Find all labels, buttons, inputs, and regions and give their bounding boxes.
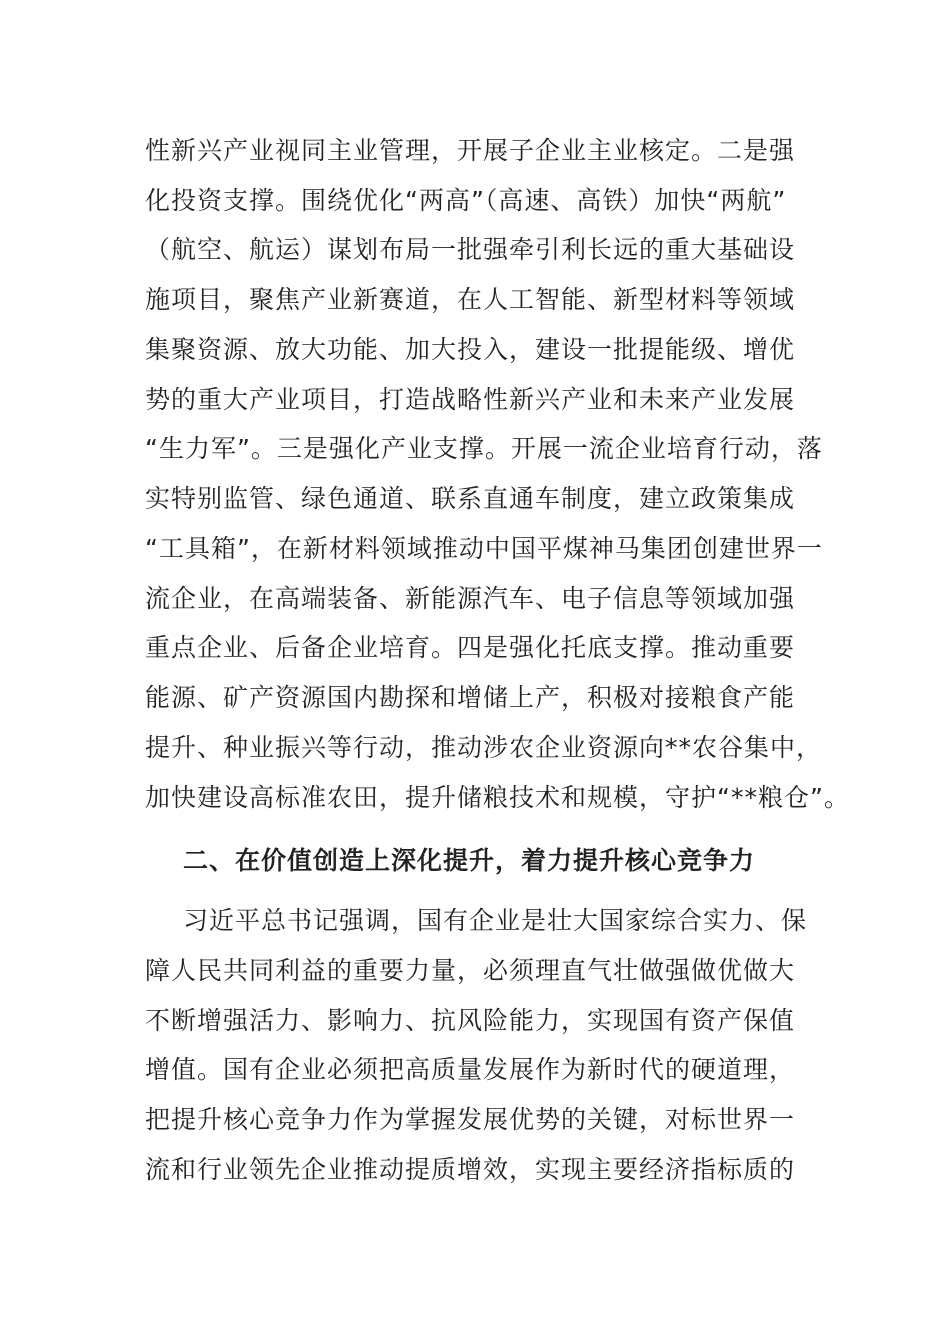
paragraph-line: 性新兴产业视同主业管理，开展子企业主业核定。二是强 [145,136,796,165]
paragraph-line: 增值。国有企业必须把高质量发展作为新时代的硬道理， [145,1055,796,1084]
paragraph-line: 集聚资源、放大功能、加大投入，建设一批提能级、增优 [145,335,796,364]
paragraph-line: 习近平总书记强调，国有企业是壮大国家综合实力、保 [183,906,808,935]
paragraph-line: “工具箱”，在新材料领域推动中国平煤神马集团创建世界一 [145,534,823,563]
paragraph-line: 加快建设高标准农田，提升储粮技术和规模，守护“**粮仓”。 [145,783,850,812]
paragraph-line: 流和行业领先企业推动提质增效，实现主要经济指标质的 [145,1155,796,1184]
paragraph-line: 障人民共同利益的重要力量，必须理直气壮做强做优做大 [145,956,796,985]
paragraph-line: 实特别监管、绿色通道、联系直通车制度，建立政策集成 [145,484,796,513]
paragraph-line: 重点企业、后备企业培育。四是强化托底支撑。推动重要 [145,633,796,662]
paragraph-line: 不断增强活力、影响力、抗风险能力，实现国有资产保值 [145,1006,796,1035]
paragraph-line: 把提升核心竞争力作为掌握发展优势的关键，对标世界一 [145,1105,796,1134]
paragraph-line: 化投资支撑。围绕优化“两高”（高速、高铁）加快“两航” [145,186,787,215]
paragraph-line: 势的重大产业项目，打造战略性新兴产业和未来产业发展 [145,385,796,414]
paragraph-line: 流企业，在高端装备、新能源汽车、电子信息等领域加强 [145,584,796,613]
paragraph-line: 能源、矿产资源国内勘探和增储上产，积极对接粮食产能 [145,683,796,712]
paragraph-line: 施项目，聚焦产业新赛道，在人工智能、新型材料等领域 [145,285,796,314]
paragraph-line: （航空、航运）谋划布局一批强牵引利长远的重大基础设 [145,235,796,264]
paragraph-line: 提升、种业振兴等行动，推动涉农企业资源向**农谷集中， [145,733,823,762]
section-heading: 二、在价值创造上深化提升，着力提升核心竞争力 [183,846,756,875]
paragraph-line: “生力军”。三是强化产业支撑。开展一流企业培育行动，落 [145,434,823,463]
